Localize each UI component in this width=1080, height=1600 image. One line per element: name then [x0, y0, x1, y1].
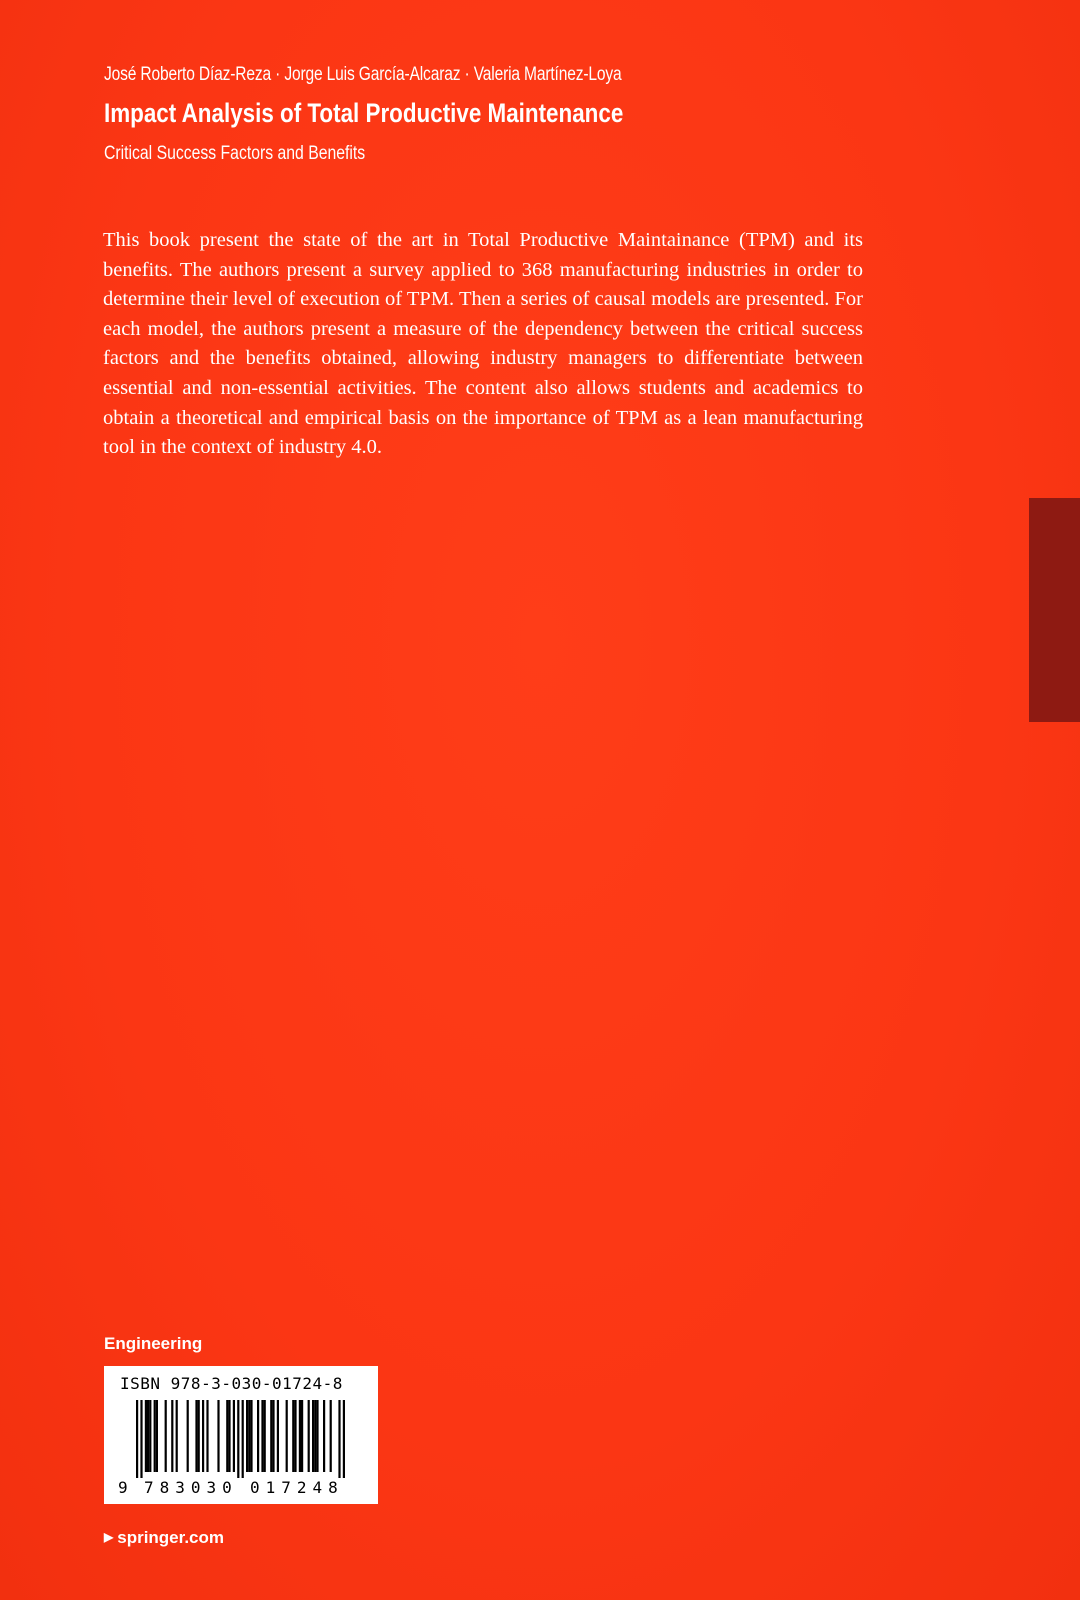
barcode-bar — [343, 1400, 345, 1478]
barcode-bar — [176, 1400, 178, 1472]
publisher-url: springer.com — [117, 1528, 224, 1547]
barcode-bar — [206, 1400, 208, 1472]
barcode-bar — [316, 1400, 318, 1472]
book-title: Impact Analysis of Total Productive Maintenance — [104, 98, 624, 128]
barcode-bar — [257, 1400, 259, 1472]
barcode-bar — [250, 1400, 252, 1472]
book-subtitle: Critical Success Factors and Benefits — [104, 143, 366, 164]
author-list: José Roberto Díaz-Reza · Jorge Luis García-Alcaraz · Valeria Martínez-Loya — [104, 64, 622, 85]
barcode-bar — [330, 1400, 332, 1472]
barcode-bar — [228, 1400, 230, 1472]
barcode-bar — [294, 1400, 296, 1472]
barcode-bar — [202, 1400, 204, 1472]
barcode-bar — [187, 1400, 189, 1472]
barcode-bar — [338, 1400, 340, 1478]
barcode-bar — [248, 1400, 250, 1472]
barcode-bar — [264, 1400, 266, 1472]
barcode-bar — [301, 1400, 303, 1472]
spine-tab — [1029, 498, 1080, 722]
barcode-bar — [246, 1400, 248, 1472]
barcode-bar — [277, 1400, 279, 1472]
ean-first-digit: 9 — [118, 1478, 128, 1497]
barcode-bar — [165, 1400, 167, 1472]
barcode-bar — [237, 1400, 239, 1478]
barcode-bar — [195, 1400, 197, 1472]
ean-digits — [104, 1478, 378, 1500]
triangle-right-icon: ▶ — [104, 1530, 114, 1544]
barcode-bar — [136, 1400, 138, 1478]
barcode-bar — [261, 1400, 263, 1472]
barcode-bar — [299, 1400, 301, 1472]
barcode-bar — [226, 1400, 228, 1472]
barcode-bar — [217, 1400, 219, 1472]
barcode-icon — [104, 1400, 378, 1478]
barcode-bar — [145, 1400, 147, 1472]
barcode-bar — [233, 1400, 235, 1472]
barcode-panel — [104, 1366, 378, 1504]
barcode-bar — [171, 1400, 173, 1472]
barcode-bar — [198, 1400, 200, 1472]
book-description: This book present the state of the art in Total Productive Maintainance (TPM) and its benefits. The authors present a survey applied to 368 manufacturing industries in order to determine their level of execution of TPM. Then a series of causal models are presented. For each model, the authors present a measure of the dependency between the critical success factors and the benefits obtained, allowing industry managers to differentiate between essential and non-essential activities. The content also allows students and academics to obtain a theoretical and empirical basis on the importance of TPM as a lean manufacturing tool in the context of industry 4.0. — [103, 229, 863, 459]
barcode-bar — [312, 1400, 314, 1472]
barcode-bar — [149, 1400, 151, 1472]
isbn-label: ISBN 978-3-030-01724-8 — [120, 1374, 343, 1393]
barcode-bar — [286, 1400, 288, 1472]
subject-category: Engineering — [104, 1334, 203, 1353]
ean-left-group: 783030 — [144, 1478, 238, 1497]
barcode-bar — [140, 1400, 142, 1478]
barcode-bar — [154, 1400, 156, 1472]
barcode-bar — [314, 1400, 316, 1472]
barcode-bar — [272, 1400, 274, 1472]
ean-right-group: 017248 — [250, 1478, 344, 1497]
publisher-link[interactable] — [104, 1528, 224, 1548]
barcode-bar — [147, 1400, 149, 1472]
barcode-bar — [156, 1400, 158, 1472]
barcode-bar — [242, 1400, 244, 1478]
barcode-bar — [270, 1400, 272, 1472]
barcode-bar — [308, 1400, 310, 1472]
barcode-bar — [323, 1400, 325, 1472]
barcode-bar — [292, 1400, 294, 1472]
